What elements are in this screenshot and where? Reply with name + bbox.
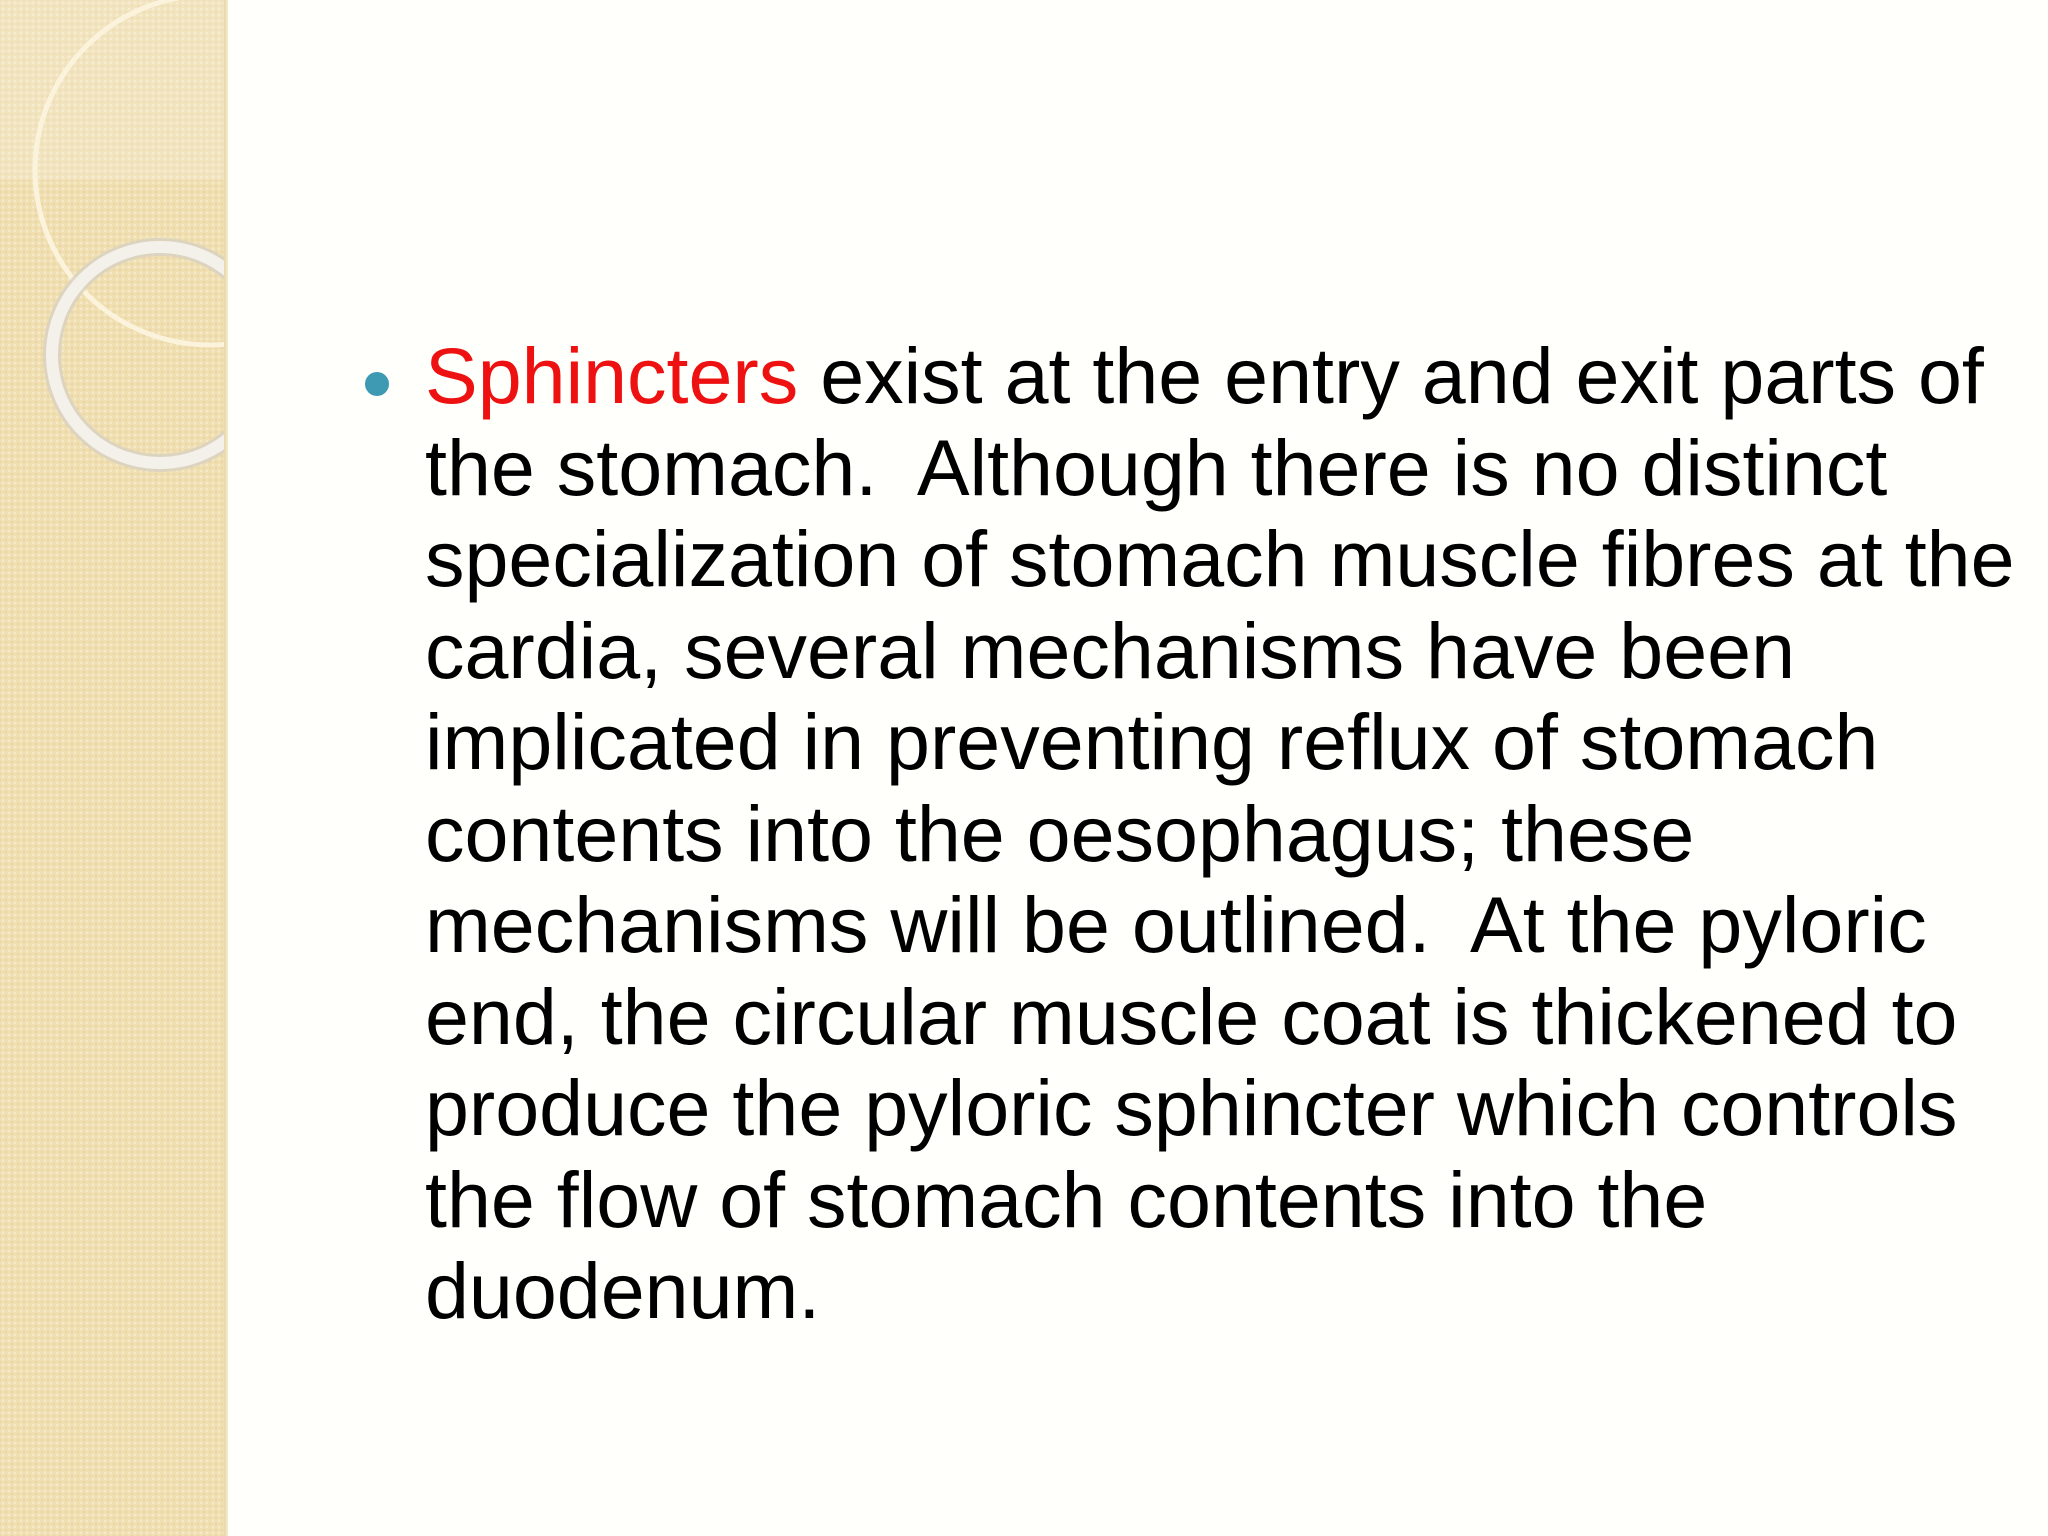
highlighted-term: Sphincters: [425, 331, 799, 420]
bullet-body-text: exist at the entry and exit parts of the stomach. Although there is no distinct specialization of stomach muscle fibres at the cardia, several mechanisms have been implicated in preventing reflux of stomach contents into the oesophagus; these mechanisms will be outlined. At the pyloric end, the circular muscle coat is thickened to produce the pyloric sphincter which controls the flow of stomach contents into the duodenum.: [425, 331, 2015, 1335]
bullet-dot-icon: [365, 372, 389, 396]
bullet-item: [355, 330, 2015, 1337]
decorative-sidebar: [0, 0, 228, 1536]
sidebar-edge: [224, 0, 228, 1536]
decorative-rings: [0, 0, 228, 1536]
small-ring: [52, 247, 228, 463]
slide-content: [355, 330, 2015, 1337]
bullet-paragraph: [425, 330, 2015, 1337]
